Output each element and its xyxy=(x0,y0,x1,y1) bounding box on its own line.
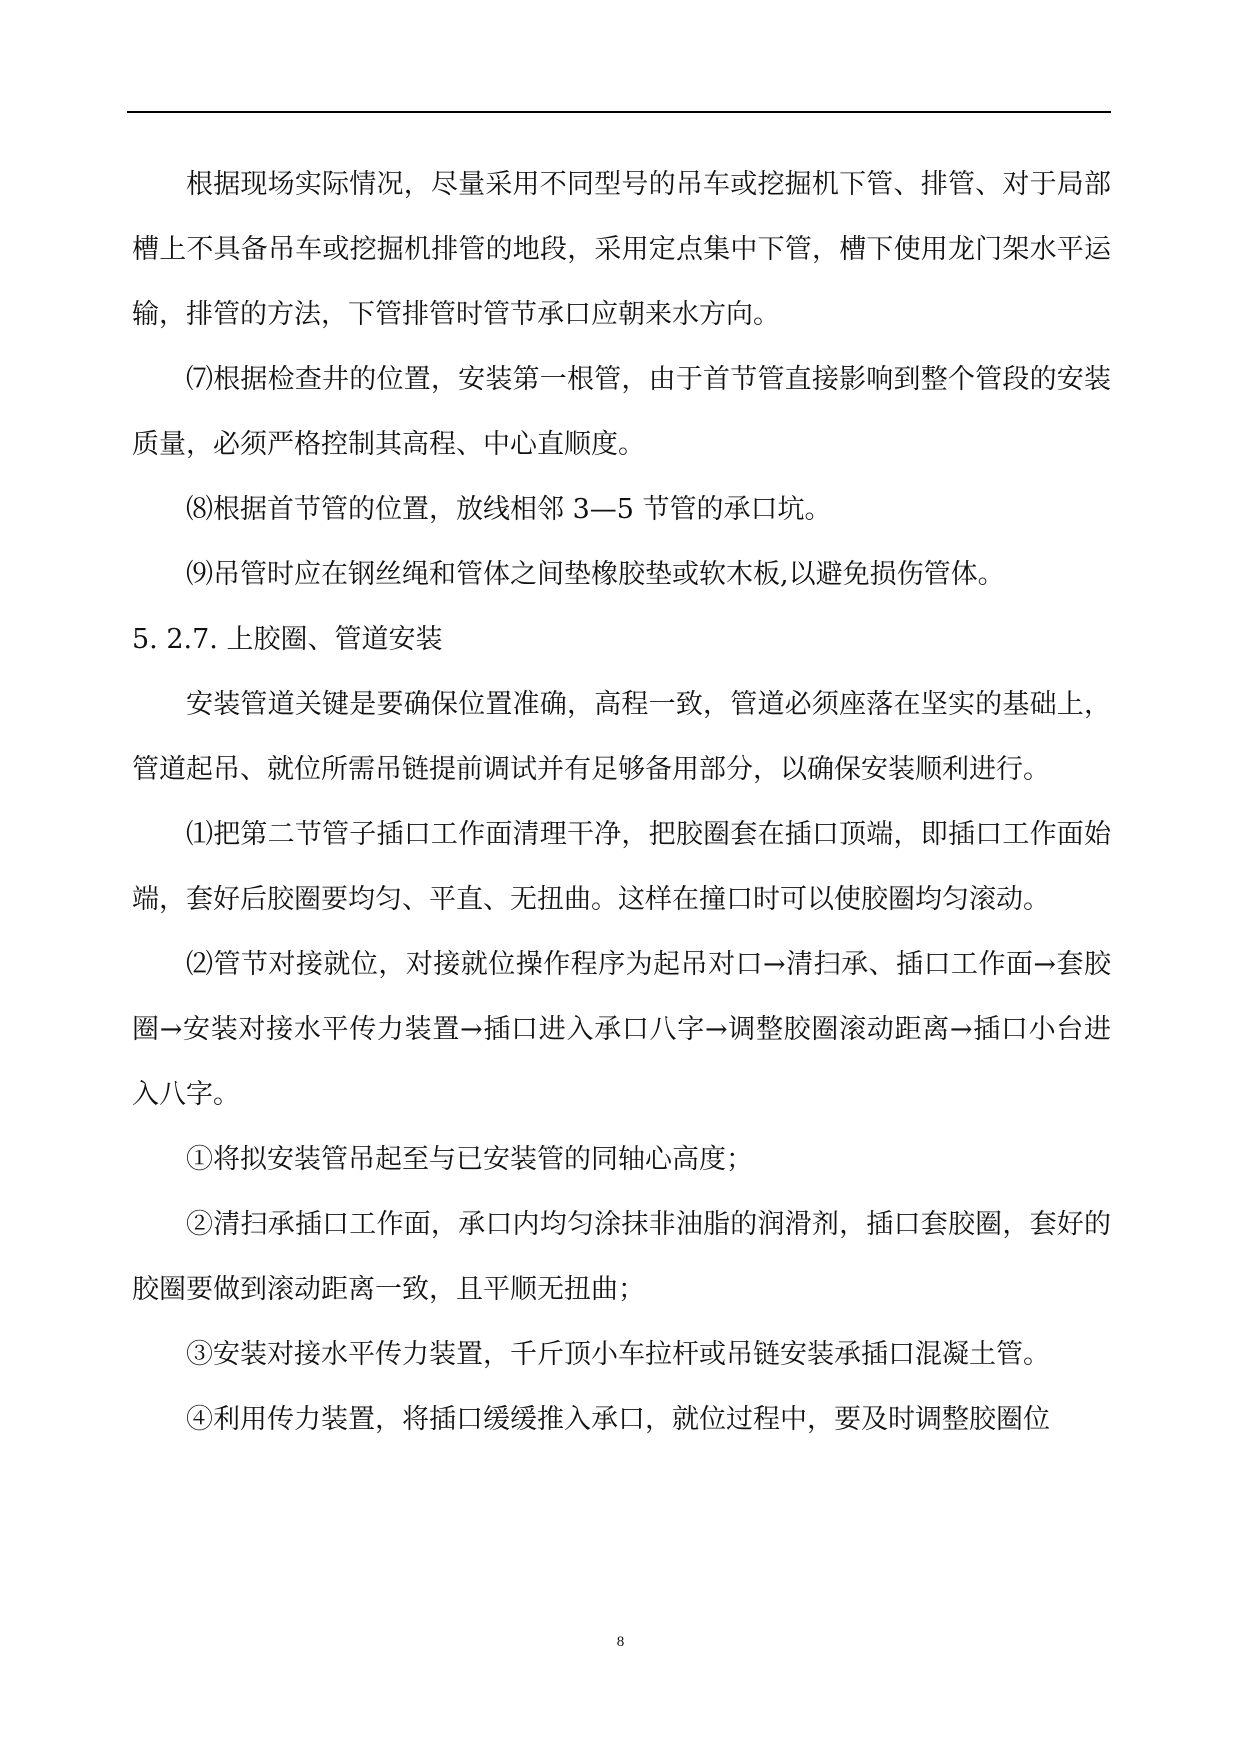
document-body xyxy=(132,152,1111,1452)
header-rule xyxy=(127,111,1111,113)
paragraph-substep-1: ①将拟安装管吊起至与已安装管的同轴心高度； xyxy=(186,1144,753,1175)
paragraph-substep-2: ②清扫承插口工作面，承口内均匀涂抹非油脂的润滑剂，插口套胶圈，套好的胶圈要做到滚动距离一致，且平顺无扭曲； xyxy=(132,1209,1111,1305)
paragraph-step-8: ⑻根据首节管的位置，放线相邻 3—5 节管的承口坑。 xyxy=(186,494,832,525)
paragraph-substep-3: ③安装对接水平传力装置，千斤顶小车拉杆或吊链安装承插口混凝土管。 xyxy=(186,1339,1050,1370)
paragraph-step-1: ⑴把第二节管子插口工作面清理干净，把胶圈套在插口顶端，即插口工作面始端，套好后胶圈要均匀、平直、无扭曲。这样在撞口时可以使胶圈均匀滚动。 xyxy=(132,819,1111,915)
paragraph-pipe-lowering: 根据现场实际情况，尽量采用不同型号的吊车或挖掘机下管、排管、对于局部槽上不具备吊车或挖掘机排管的地段，采用定点集中下管，槽下使用龙门架水平运输，排管的方法，下管排管时管节承口应朝来水方向。 xyxy=(132,169,1111,330)
paragraph-step-7: ⑺根据检查井的位置，安装第一根管，由于首节管直接影响到整个管段的安装质量，必须严格控制其高程、中心直顺度。 xyxy=(132,364,1111,460)
paragraph-step-2: ⑵管节对接就位，对接就位操作程序为起吊对口→清扫承、插口工作面→套胶圈→安装对接水平传力装置→插口进入承口八字→调整胶圈滚动距离→插口小台进入八字。 xyxy=(132,949,1111,1110)
paragraph-substep-4: ④利用传力装置，将插口缓缓推入承口，就位过程中，要及时调整胶圈位 xyxy=(186,1404,1050,1435)
page-number: 8 xyxy=(616,1634,625,1650)
paragraph-step-9: ⑼吊管时应在钢丝绳和管体之间垫橡胶垫或软木板,以避免损伤管体。 xyxy=(186,559,1005,590)
paragraph-installation-key: 安装管道关键是要确保位置准确，高程一致，管道必须座落在坚实的基础上，管道起吊、就位所需吊链提前调试并有足够备用部分，以确保安装顺利进行。 xyxy=(132,689,1111,785)
section-heading: 5. 2.7. 上胶圈、管道安装 xyxy=(132,624,443,655)
